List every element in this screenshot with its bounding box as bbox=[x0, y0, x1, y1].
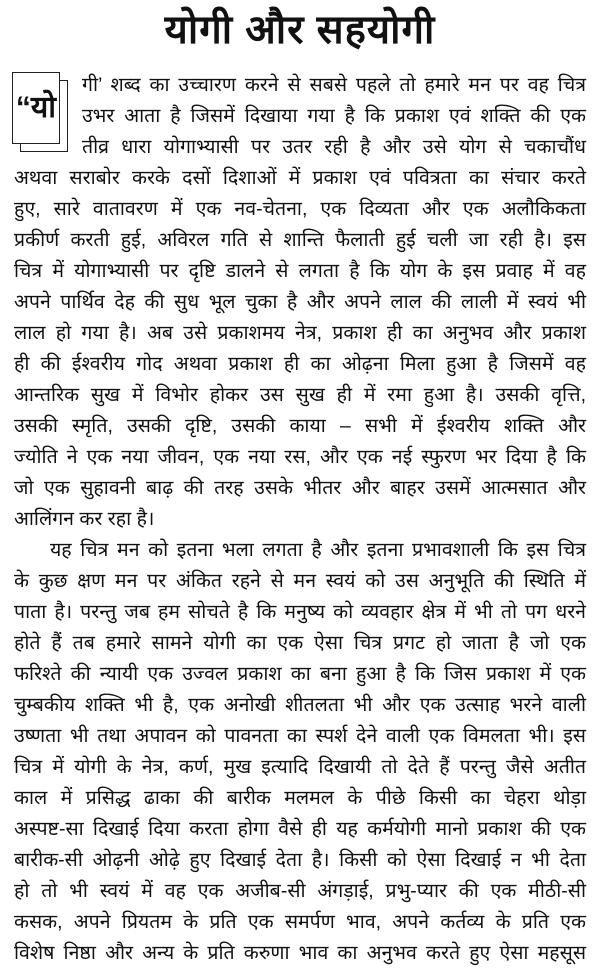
text-line: प्रकीर्ण करती हुई, अविरल गति से शान्ति फैलाती हुई चली जा रही है। इस bbox=[14, 229, 586, 251]
article-body bbox=[14, 70, 586, 969]
text-line: गी’ शब्द का उच्चारण करने से सबसे पहले तो हमारे मन पर वह चित्र bbox=[82, 74, 586, 96]
paragraph bbox=[14, 70, 586, 535]
text-line: चित्र में योगाभ्यासी पर दृष्टि डालने से लगता है कि योग के इस प्रवाह में वह bbox=[14, 260, 586, 282]
text-line: पाता है। परन्तु जब हम सोचते है कि मनुष्य को व्यवहार क्षेत्र में भी तो पग धरने bbox=[14, 601, 586, 623]
text-line: आलिंगन कर रहा है। bbox=[14, 508, 155, 530]
text-line: अपने पार्थिव देह की सुध भूल चुका है और अपने लाल की लाली में स्वयं भी bbox=[14, 291, 586, 313]
text-line: अथवा सराबोर करके दसों दिशाओं में प्रकाश एवं पवित्रता का संचार करते bbox=[14, 167, 586, 189]
paragraph bbox=[14, 535, 586, 969]
text-line: तीव्र धारा योगाभ्यासी पर उतर रही है और उसे योग से चकाचौंध bbox=[82, 136, 586, 158]
text-line: हो तो भी स्वयं में वह एक अजीब-सी अंगड़ाई, प्रभु-प्यार की एक मीठी-सी bbox=[14, 880, 586, 902]
text-line: लाल हो गया है। अब उसे प्रकाशमय नेत्र, प्रकाश ही का अनुभव और प्रकाश bbox=[14, 322, 586, 344]
text-line: के कुछ क्षण मन पर अंकित रहने से मन स्वयं को उस अनुभूति की स्थिति में bbox=[14, 570, 586, 592]
text-line: जो एक सुहावनी बाढ़ की तरह उसके भीतर और बाहर उसमें आत्मसात और bbox=[14, 477, 586, 499]
text-line: चित्र में योगी के नेत्र, कर्ण, मुख इत्यादि दिखायी तो देते हैं परन्तु जैसे अतीत bbox=[14, 756, 586, 778]
drop-cap-letter: “यो bbox=[12, 72, 60, 144]
text-line: कसक, अपने प्रियतम के प्रति एक समर्पण भाव, अपने कर्तव्य के प्रति एक bbox=[14, 911, 586, 933]
text-line: अस्पष्ट-सा दिखाई दिया करता होगा वैसे ही यह कर्मयोगी मानो प्रकाश की एक bbox=[14, 818, 586, 840]
text-line: उष्णता भी तथा अपावन को पावनता का स्पर्श देने वाली एक विमलता भी। इस bbox=[14, 725, 586, 747]
text-line: बारीक-सी ओढ़नी ओढ़े हुए दिखाई देता है। किसी को ऐसा दिखाई न भी देता bbox=[14, 849, 586, 871]
page-title: योगी और सहयोगी bbox=[164, 8, 436, 52]
text-line: उसकी स्मृति, उसकी दृष्टि, उसकी काया – सभी में ईश्वरीय शक्ति और bbox=[14, 415, 586, 437]
text-line: काल में प्रसिद्ध ढाका की बारीक मलमल के पीछे किसी का चेहरा थोड़ा bbox=[14, 787, 586, 809]
text-line: ज्योति ने एक नया जीवन, एक नया रस, और एक नई स्फुरण भर दिया है कि bbox=[14, 446, 586, 468]
text-line: विशेष निष्ठा और अन्य के प्रति करुणा भाव का अनुभव करते हुए ऐसा महसूस bbox=[14, 942, 586, 964]
text-line: आन्तरिक सुख में विभोर होकर उस सुख ही में रमा हुआ है। उसकी वृत्ति, bbox=[14, 384, 586, 406]
text-line: ही की ईश्वरीय गोद अथवा प्रकाश ही का ओढ़ना मिला हुआ है जिसमें वह bbox=[14, 353, 586, 375]
text-line: चुम्बकीय शक्ति भी है, एक अनोखी शीतलता भी और एक उत्साह भरने वाली bbox=[14, 694, 586, 716]
text-line: होते हैं तब हमारे सामने योगी का एक ऐसा चित्र प्रगट हो जाता है जो एक bbox=[14, 632, 586, 654]
text-line: उभर आता है जिसमें दिखाया गया है कि प्रकाश एवं शक्ति की एक bbox=[82, 105, 586, 127]
text-line: फरिश्ते की न्यायी एक उज्वल प्रकाश का बना हुआ है कि जिस प्रकाश में एक bbox=[14, 663, 586, 685]
text-line: हुए, सारे वातावरण में एक नव-चेतना, एक दिव्यता और एक अलौकिकता bbox=[14, 198, 586, 220]
text-line: यह चित्र मन को इतना भला लगता है और इतना प्रभावशाली कि इस चित्र bbox=[50, 539, 586, 561]
